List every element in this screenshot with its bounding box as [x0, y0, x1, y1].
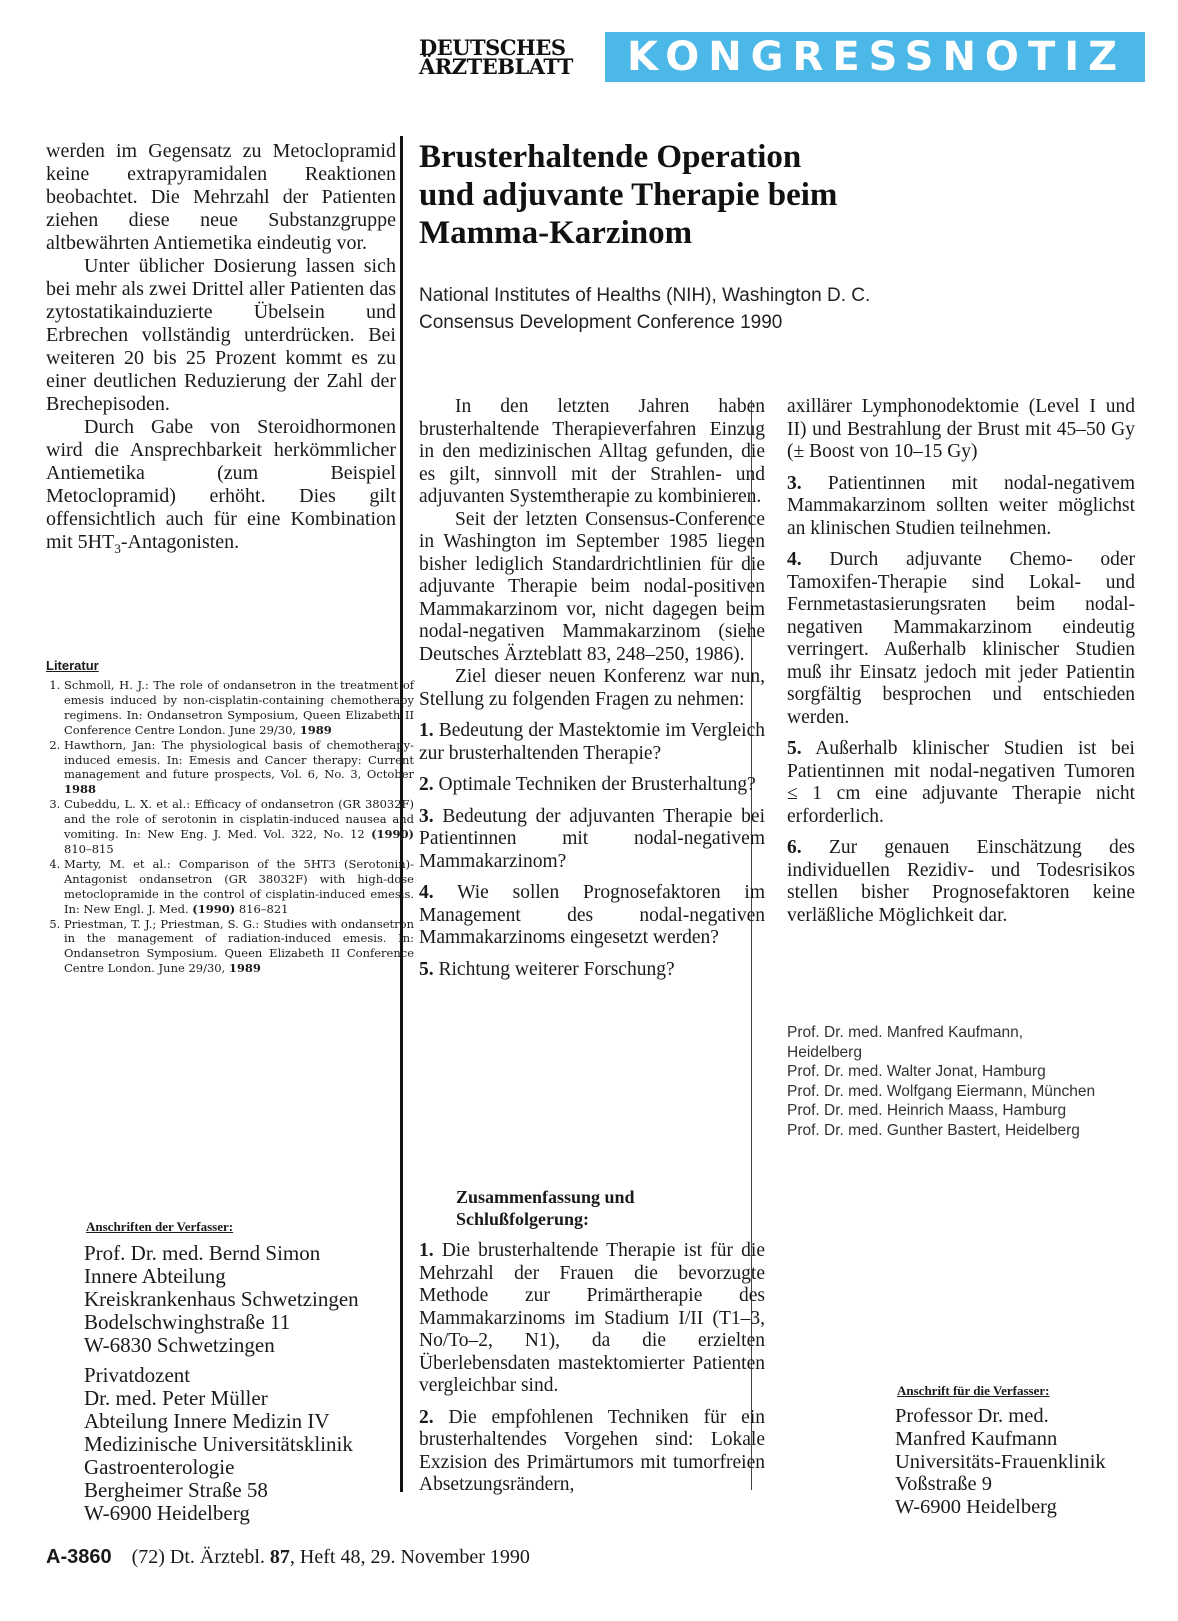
conclusions-middle	[419, 1240, 765, 1497]
address-line: Prof. Dr. med. Bernd Simon	[84, 1241, 321, 1265]
question-item: 1. Bedeutung der Mastektomie im Vergleich zur brusterhaltenden Therapie?	[419, 720, 766, 764]
page-footer	[46, 1546, 530, 1569]
address-block	[84, 1364, 414, 1525]
conclusion-item: 4. Durch adjuvante Chemo- oder Tamoxifen-Therapie sind Lokal- und Fernmetastasierungsraten beim nodal-negativen Mammakarzinom eindeutig verringert. Außerhalb klinischer Studien muß ihr Einsatz jedoch mit jeder Patientin sorgfältig besprochen und entschieden werden.	[787, 549, 1135, 728]
author-line: Heidelberg	[787, 1043, 862, 1061]
reference-item: 2. Hawthorn, Jan: The physiological basis of chemotherapy-induced emesis. In: Emesis and Cancer therapy: Current management and future prospects, Vol. 6, No. 3, October 1988	[64, 738, 414, 798]
address-line: Gastroenterologie	[84, 1455, 235, 1479]
address-heading: Anschriften der Verfasser:	[86, 1219, 234, 1234]
reference-item: 1. Schmoll, H. J.: The role of ondansetron in the treatment of emesis induced by non-cisplatin-containing chemotherapy regimens. In: Ondansetron Symposium, Queen Elizabeth II Conference Centre London. June 29/30, 1989	[64, 678, 414, 738]
address-line: Innere Abteilung	[84, 1264, 226, 1288]
author-line: Prof. Dr. med. Heinrich Maass, Hamburg	[787, 1102, 1067, 1119]
volume-number: 87	[269, 1546, 290, 1568]
author-line: Prof. Dr. med. Manfred Kaufmann,	[787, 1024, 1024, 1041]
conclusion-item: 6. Zur genauen Einschätzung des individuellen Rezidiv- und Todesrisikos stellen bisher Prognosefaktoren keine verläßliche Möglichkeit dar.	[787, 837, 1136, 926]
address-line: Abteilung Innere Medizin IV	[84, 1409, 330, 1433]
address-line: Professor Dr. med.	[895, 1405, 1049, 1427]
question-item: 3. Bedeutung der adjuvanten Therapie bei Patientinnen mit nodal-negativem Mammakarzinom?	[419, 805, 765, 872]
literature-heading: Literatur	[46, 658, 99, 673]
address-line: Manfred Kaufmann	[895, 1427, 1058, 1450]
address-line: Kreiskrankenhaus Schwetzingen	[84, 1287, 359, 1311]
address-line: Bodelschwinghstraße 11	[84, 1310, 291, 1334]
author-line: Prof. Dr. med. Gunther Bastert, Heidelberg	[787, 1121, 1080, 1139]
conclusion-item: 3. Patientinnen mit nodal-negativem Mammakarzinom sollten weiter möglichst an klinischen Studien teilnehmen.	[787, 472, 1135, 539]
subtitle-line: National Institutes of Healths (NIH), Washington D. C.	[419, 285, 871, 306]
conclusion-item: 5. Außerhalb klinischer Studien ist bei Patientinnen mit nodal-negativen Tumoren ≤ 1 cm eine adjuvante Therapie nicht erforderlich.	[787, 738, 1135, 827]
title-line: Mamma-Karzinom	[419, 215, 693, 251]
paragraph: Seit der letzten Consensus-Conference in Washington im September 1985 liegen bisher lediglich Standardrichtlinien für die adjuvante Therapie beim nodal-positiven Mammakarzinom vor, nicht dagegen beim nodal-negativen Mammakarzinom (siehe Deutsches Ärzteblatt 83, 248–250, 1986).	[419, 508, 765, 665]
address-line: Privatdozent	[84, 1363, 191, 1387]
title-line: und adjuvante Therapie beim	[419, 177, 838, 213]
conclusion-item: 2. Die empfohlenen Techniken für ein brusterhaltendes Vorgehen sind: Lokale Exzision des Primärtumors mit tumorfreien Absetzungsrändern,	[419, 1406, 765, 1495]
paragraph: In den letzten Jahren haben brusterhaltende Therapieverfahren Einzug in den medizinischen Alltag gefunden, die es gilt, sinnvoll mit der Strahlen- und adjuvanten Systemtherapie zu kombinieren.	[419, 396, 765, 507]
question-item: 4. Wie sollen Prognosefaktoren im Management des nodal-negativen Mammakarzinoms eingesetzt werden?	[419, 882, 765, 948]
paragraph: Unter üblicher Dosierung lassen sich bei mehr als zwei Drittel aller Patienten das zytostatikainduzierte Übelsein und Erbrechen vollständig unterdrücken. Bei weiteren 20 bis 25 Prozent kommt es zu einer deutlichen Reduzierung der Zahl der Brechepisoden.	[46, 255, 396, 415]
middle-column-text	[419, 396, 765, 981]
right-column-text	[787, 396, 1135, 927]
address-line: W-6830 Schwetzingen	[84, 1333, 275, 1357]
address-line: Dr. med. Peter Müller	[84, 1386, 268, 1410]
title-line: Brusterhaltende Operation	[419, 139, 802, 175]
summary-heading: Zusammenfassung und Schlußfolgerung:	[456, 1187, 635, 1229]
paragraph: axillärer Lymphonodektomie (Level I und II) und Bestrahlung der Brust mit 45–50 Gy (± Boost von 10–15 Gy)	[787, 396, 1135, 462]
reference-item: 5. Priestman, T. J.; Priestman, S. G.: Studies with ondansetron in the management of radiation-induced emesis. In: Ondansetron Symposium. Queen Elizabeth II Conference Centre London. June 29/30, 1989	[64, 917, 414, 977]
reference-list	[44, 678, 414, 976]
subtitle-line: Consensus Development Conference 1990	[419, 312, 783, 333]
address-line: W-6900 Heidelberg	[895, 1496, 1057, 1519]
address-line: Medizinische Universitätsklinik	[84, 1432, 353, 1456]
section-banner: KONGRESSNOTIZ	[605, 32, 1145, 82]
paragraph: Durch Gabe von Steroidhormonen wird die Ansprechbarkeit herkömmlicher Antiemetika (zum Beispiel Metoclopramid) erhöht. Dies gilt offensichtlich auch für eine Kombination mit $5HT_3$-Antagonisten.	[46, 416, 396, 556]
question-item: 2. Optimale Techniken der Brusterhaltung?	[419, 774, 756, 795]
address-line: Universitäts-Frauenklinik	[895, 1450, 1106, 1473]
citation-suffix: , Heft 48, 29. November 1990	[289, 1546, 530, 1568]
paragraph: Ziel dieser neuen Konferenz war nun, Stellung zu folgenden Fragen zu nehmen:	[419, 666, 765, 710]
question-item: 5. Richtung weiterer Forschung?	[419, 958, 675, 980]
author-list	[787, 1023, 1147, 1140]
masthead-line1: DEUTSCHES	[419, 35, 566, 60]
article-subtitle	[419, 282, 1119, 336]
page-number: A-3860	[46, 1546, 112, 1568]
reference-item: 4. Marty, M. et al.: Comparison of the 5HT3 (Serotonin)-Antagonist ondansetron (GR 38032F) with high-dose metoclopramide in the control of cisplatin-induced emesis. In: New Engl. J. Med. (1990) 816–821	[64, 857, 414, 917]
citation-prefix: (72) Dt. Ärztebl.	[131, 1546, 265, 1568]
conclusion-item: 1. Die brusterhaltende Therapie ist für die Mehrzahl der Frauen die bevorzugte Methode zur Primärtherapie des Mammakarzinoms im Stadium I/II (T1–3, No/To–2, N1), da die erzielten Überlebensdaten mastektomierter Patienten vergleichbar sind.	[419, 1240, 765, 1396]
correspondence-address	[895, 1405, 1155, 1519]
author-line: Prof. Dr. med. Walter Jonat, Hamburg	[787, 1063, 1046, 1080]
reference-item: 3. Cubeddu, L. X. et al.: Efficacy of ondansetron (GR 38032F) and the role of serotonin in cisplatin-induced nausea and vomiting. In: New Eng. J. Med. Vol. 322, No. 12 (1990) 810–815	[64, 797, 414, 857]
author-line: Prof. Dr. med. Wolfgang Eiermann, München	[787, 1082, 1096, 1100]
correspondence-heading: Anschrift für die Verfasser:	[897, 1383, 1050, 1398]
masthead-line2: ÄRZTEBLATT	[419, 54, 573, 79]
address-block	[84, 1242, 414, 1357]
left-column-text	[46, 140, 396, 560]
author-addresses	[84, 1242, 414, 1525]
article-title	[419, 138, 1119, 252]
paragraph: werden im Gegensatz zu Metoclopramid keine extrapyramidalen Reaktionen beobachtet. Die Mehrzahl der Patienten ziehen diese neue Substanzgruppe altbewährten Antiemetika eindeutig vor.	[46, 140, 396, 254]
address-line: Voßstraße 9	[895, 1473, 992, 1496]
address-line: W-6900 Heidelberg	[84, 1501, 250, 1525]
address-line: Bergheimer Straße 58	[84, 1478, 268, 1502]
masthead	[419, 35, 594, 79]
